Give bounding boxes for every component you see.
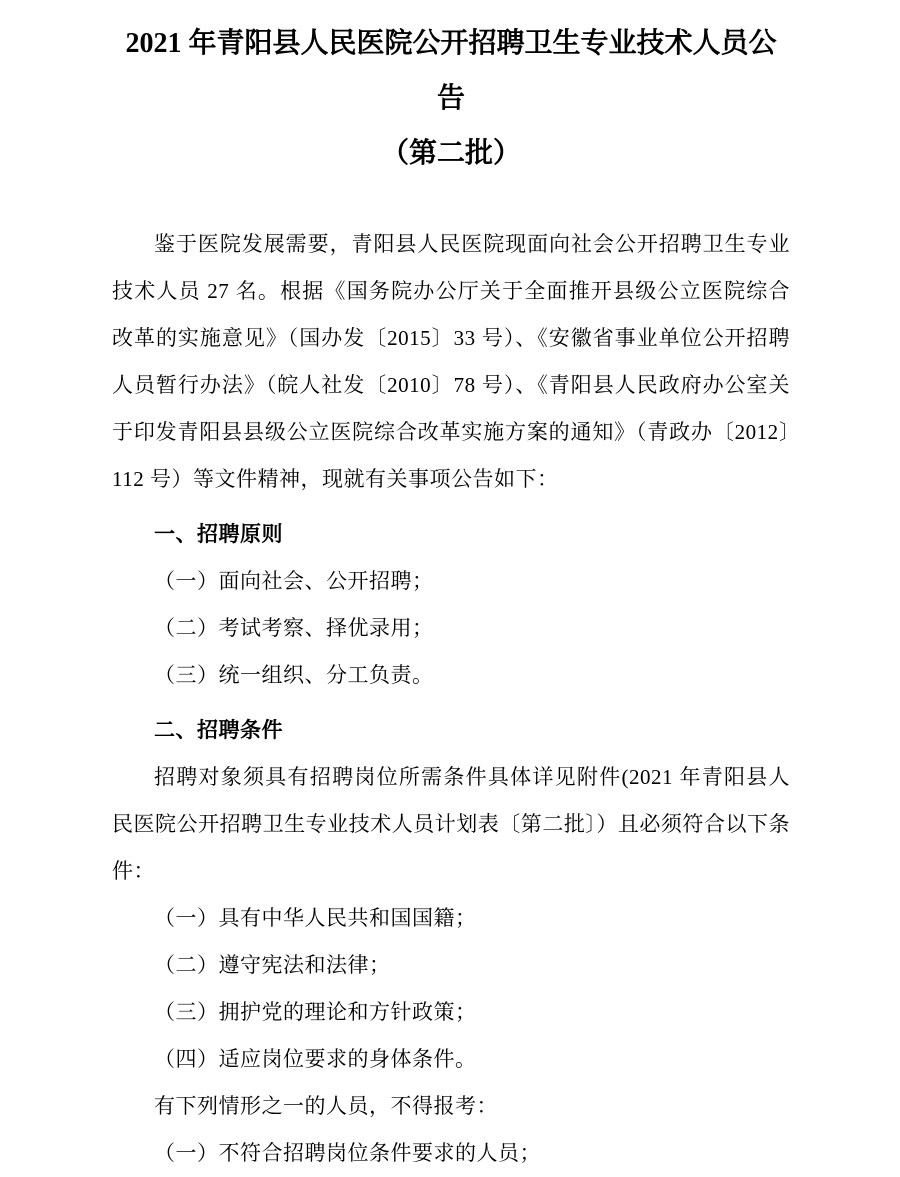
- principles-item-2: （二）考试考察、择优录用；: [154, 616, 434, 640]
- conditions-item-2: （二）遵守宪法和法律；: [154, 953, 391, 977]
- document-title-line-1: 2021 年青阳县人民医院公开招聘卫生专业技术人员公告: [125, 28, 777, 114]
- principles-item-1: （一）面向社会、公开招聘；: [154, 569, 434, 593]
- section-heading-1: 一、招聘原则: [154, 522, 283, 546]
- intro-paragraph: 鉴于医院发展需要，青阳县人民医院现面向社会公开招聘卫生专业技术人员 27 名。根据《国务院办公厅关于全面推开县级公立医院综合改革的实施意见》（国办发〔2015〕33 号）、《安徽省事业单位公开招聘人员暂行办法》（皖人社发〔2010〕78 号）、《青阳县人民政府办公室关于印发青阳县县级公立医院综合改革实施方案的通知》（青政办〔2012〕112 号）等文件精神，现就有关事项公告如下：: [112, 232, 790, 491]
- document-title: [112, 16, 790, 181]
- conditions-item-4: （四）适应岗位要求的身体条件。: [154, 1047, 477, 1071]
- conditions-intro: 招聘对象须具有招聘岗位所需条件具体详见附件(2021 年青阳县人民医院公开招聘卫生专业技术人员计划表〔第二批〕）且必须符合以下条件：: [112, 765, 790, 883]
- document-title-line-2: （第二批）: [380, 138, 521, 169]
- conditions-item-1: （一）具有中华人民共和国国籍；: [154, 906, 477, 930]
- ineligible-item-1: （一）不符合招聘岗位条件要求的人员；: [154, 1141, 541, 1165]
- section-heading-2: 二、招聘条件: [154, 718, 283, 742]
- ineligible-intro: 有下列情形之一的人员，不得报考：: [154, 1094, 498, 1118]
- conditions-item-3: （三）拥护党的理论和方针政策；: [154, 1000, 477, 1024]
- principles-item-3: （三）统一组织、分工负责。: [154, 663, 434, 687]
